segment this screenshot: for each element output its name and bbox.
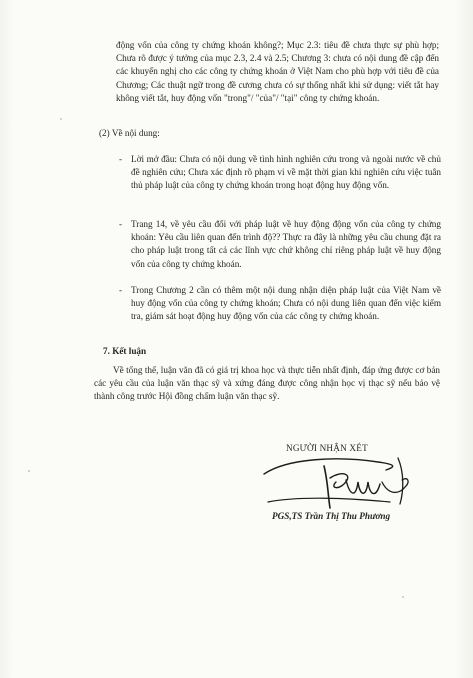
bullet-item-2: Trang 14, về yêu cầu đối với pháp luật về huy động động vốn của công ty chứng khoán: Yêu cầu liên quan đến trình độ?? Thực ra đây là những yêu cầu chung đặt ra cho pháp luật trong tất cả các lĩnh vực chứ không chỉ riêng pháp luật về huy động vốn của công ty chứng khoán. (131, 219, 441, 269)
conclusion-paragraph: Về tổng thể, luận văn đã có giá trị khoa học và thực tiễn nhất định, đáp ứng được cơ bản các yêu cầu của luận văn thạc sỹ và xứng đáng được công nhận học vị thạc sỹ nếu bảo vệ thành công trước Hội đồng chấm luận văn thạc sỹ. (94, 365, 440, 402)
intro-paragraph: động vốn của công ty chứng khoán không?; Mục 2.3: tiêu đề chưa thực sự phù hợp; Chưa rõ được ý tưởng của mục 2.3, 2.4 và 2.5; Chương 3: chưa có nội dung đề cập đến các khuyến nghị cho các công ty chứng khoán ở Việt Nam cho phù hợp với tiêu đề của Chương; Các thuật ngữ trong đề cương chưa có sự thống nhất khi sử dụng: viết tắt hay không viết tắt, huy động vốn "trong"/ "của"/ "tại" công ty chứng khoán. (116, 40, 439, 103)
scan-speck (60, 118, 62, 120)
conclusion-heading: 7. Kết luận (103, 346, 147, 356)
bullet-item-1: Lời mở đầu: Chưa có nội dung về tình hình nghiên cứu trong và ngoài nước về chủ đề nghiên cứu; Chưa xác định rõ phạm vi về mặt thời gian khi nghiên cứu việc tuân thủ pháp luật của công ty chứng khoán trong hoạt động huy động vốn. (131, 154, 441, 191)
content-heading: (2) Về nội dung: (99, 128, 160, 138)
scan-speck (28, 470, 30, 472)
reviewer-name: PGS,TS Trần Thị Thu Phương (272, 511, 391, 521)
handwritten-signature (258, 452, 418, 518)
bullet-dash-3: - (119, 285, 123, 295)
bullet-dash-2: - (119, 219, 123, 229)
reviewer-title: NGƯỜI NHẬN XÉT (286, 443, 368, 453)
bullet-item-3: Trong Chương 2 cần có thêm một nội dung nhận diện pháp luật của Việt Nam về huy động vốn của công ty chứng khoán; Chưa có nội dung liên quan đến việc kiểm tra, giám sát hoạt động huy động vốn của các công ty chứng khoán. (131, 285, 441, 322)
bullet-dash-1: - (119, 154, 123, 164)
scan-speck (402, 596, 404, 598)
